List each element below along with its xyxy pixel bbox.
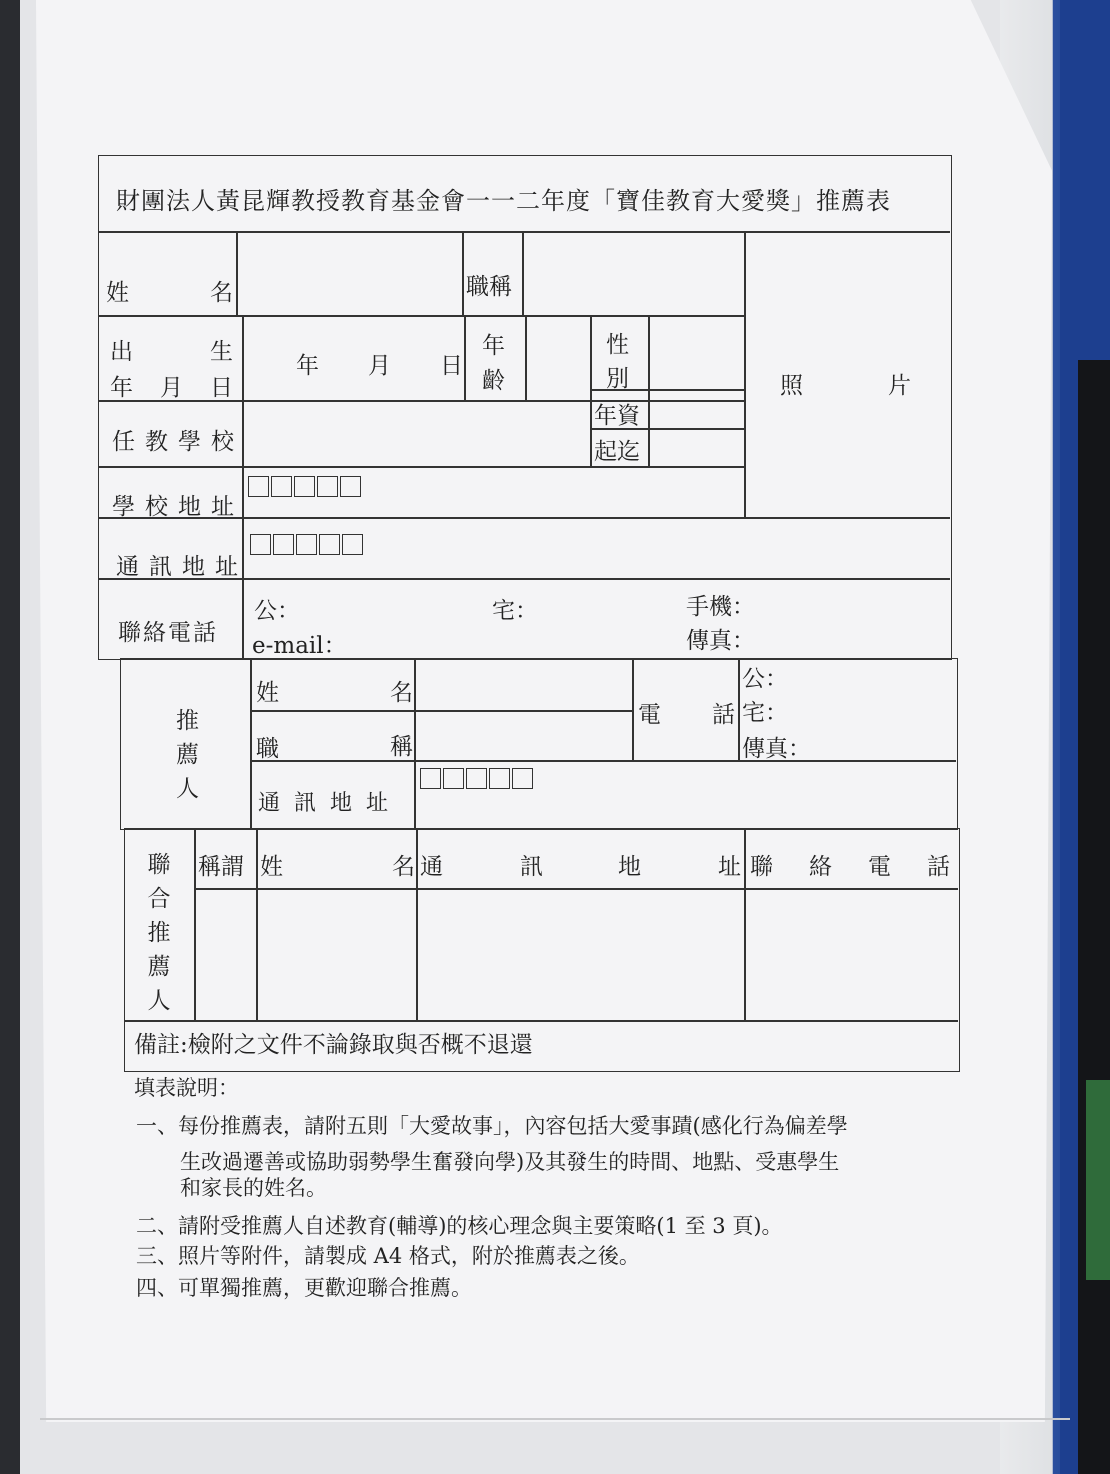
phone-mobile-label: 手機：: [686, 594, 755, 620]
birth-day-unit: 日: [440, 353, 463, 379]
joint-heading-5: 人: [147, 988, 171, 1014]
recommender-phone-label-2: 話: [712, 702, 735, 728]
postal-box[interactable]: [512, 768, 533, 789]
instruction-item: 三、照片等附件，請製成 A4 格式，附於推薦表之後。: [136, 1244, 640, 1268]
birth-year-unit: 年: [296, 353, 319, 379]
joint-address-cell[interactable]: [418, 890, 742, 1018]
rule: [464, 315, 466, 400]
instruction-item: 四、可單獨推薦，更歡迎聯合推薦。: [136, 1276, 472, 1300]
nominee-name-field[interactable]: [238, 236, 460, 312]
school-field[interactable]: [244, 403, 588, 465]
phone-office-label: 公：: [254, 598, 300, 624]
form-title: 財團法人黃昆輝教授教育基金會一一二年度「寶佳教育大愛獎」推薦表: [116, 187, 891, 215]
postal-box[interactable]: [319, 534, 340, 555]
recommender-phone-label-1: 電: [638, 702, 661, 728]
joint-col-name-2: 名: [392, 854, 415, 880]
mail-address-label: 通訊地址: [116, 554, 248, 580]
fax-label: 傳真：: [686, 628, 755, 654]
instruction-item: 和家長的姓名。: [180, 1176, 327, 1200]
rule: [98, 466, 744, 468]
postal-box[interactable]: [489, 768, 510, 789]
gender-label-1: 性: [606, 332, 629, 358]
recommender-title-field[interactable]: [416, 713, 630, 758]
nominee-title-label: 職稱: [466, 274, 512, 300]
postal-box[interactable]: [271, 476, 292, 497]
postal-box[interactable]: [294, 476, 315, 497]
age-field[interactable]: [527, 318, 589, 398]
instruction-item: 一、每份推薦表，請附五則「大愛故事」，內容包括大愛事蹟(感化行為偏差學: [136, 1114, 848, 1138]
joint-col-title: 稱謂: [198, 854, 244, 880]
recommender-title-label-1: 職: [256, 736, 279, 762]
postal-box[interactable]: [250, 534, 271, 555]
joint-heading-2: 合: [147, 886, 171, 912]
age-label-1: 年: [482, 333, 505, 359]
background-shadow: [1078, 360, 1110, 1474]
postal-box[interactable]: [248, 476, 269, 497]
joint-col-addr-2: 訊: [520, 854, 543, 880]
phone-label: 聯絡電話: [118, 620, 218, 646]
age-label-2: 齡: [482, 368, 505, 394]
recommender-name-field[interactable]: [416, 661, 630, 708]
school-label: 任教學校: [112, 429, 244, 455]
joint-col-addr-3: 地: [618, 854, 641, 880]
recommender-heading-1: 推: [176, 708, 199, 734]
birth-label-5: 日: [210, 375, 233, 401]
recommender-name-label-1: 姓: [256, 680, 279, 706]
joint-phone-cell[interactable]: [746, 890, 956, 1018]
email-label: e-mail：: [252, 633, 347, 659]
paper-edge: [40, 1418, 1070, 1420]
photo-area[interactable]: [746, 233, 948, 515]
instruction-item: 生改過遷善或協助弱勢學生奮發向學)及其發生的時間、地點、受惠學生: [180, 1150, 840, 1174]
postal-box[interactable]: [466, 768, 487, 789]
joint-title-cell[interactable]: [196, 890, 254, 1018]
school-address-label: 學校地址: [112, 494, 244, 520]
rule: [590, 315, 592, 466]
joint-heading-1: 聯: [147, 852, 171, 878]
rule: [738, 658, 740, 760]
rule: [124, 1020, 958, 1022]
birth-label-4: 月: [160, 375, 183, 401]
recommender-phone-office: 公：: [742, 666, 788, 692]
postal-box[interactable]: [340, 476, 361, 497]
postal-box[interactable]: [443, 768, 464, 789]
seniority-field[interactable]: [650, 391, 742, 427]
gender-label-2: 別: [606, 366, 629, 392]
period-field[interactable]: [650, 430, 742, 465]
instruction-item: 二、請附受推薦人自述教育(輔導)的核心理念與主要策略(1 至 3 頁)。: [136, 1214, 783, 1238]
birth-date-field[interactable]: [244, 318, 462, 398]
birth-month-unit: 月: [368, 353, 391, 379]
postal-box[interactable]: [420, 768, 441, 789]
mail-postal-code[interactable]: [250, 534, 365, 555]
seniority-label: 年資: [594, 403, 640, 429]
nominee-name-label-2: 名: [210, 280, 233, 306]
phone-home-label: 宅：: [492, 598, 538, 624]
joint-name-cell[interactable]: [258, 890, 414, 1018]
rule: [632, 658, 634, 760]
postal-box[interactable]: [296, 534, 317, 555]
postal-box[interactable]: [342, 534, 363, 555]
remark: 備註:檢附之文件不論錄取與否概不退還: [134, 1032, 533, 1058]
joint-heading-4: 薦: [147, 954, 171, 980]
postal-box[interactable]: [317, 476, 338, 497]
recommender-address-label: 通訊地址: [258, 791, 403, 816]
joint-col-addr-1: 通: [420, 854, 443, 880]
joint-heading-3: 推: [147, 920, 171, 946]
nominee-title-field[interactable]: [524, 236, 742, 312]
rule: [250, 658, 252, 828]
recommender-phone-home: 宅：: [742, 700, 788, 726]
rule: [250, 710, 632, 712]
recommender-heading-3: 人: [176, 776, 199, 802]
birth-label-2: 生: [210, 339, 233, 365]
joint-col-addr-4: 址: [718, 854, 741, 880]
joint-col-phone: 聯絡電話: [750, 854, 986, 880]
rule: [250, 760, 956, 762]
recommender-name-label-2: 名: [390, 680, 413, 706]
school-postal-code[interactable]: [248, 476, 363, 497]
recommender-fax: 傳真：: [742, 736, 811, 762]
photo-label-1: 照: [780, 373, 803, 399]
instructions-heading: 填表說明：: [134, 1076, 239, 1100]
postal-box[interactable]: [273, 534, 294, 555]
rule: [462, 231, 464, 315]
gender-field[interactable]: [650, 318, 742, 388]
recommender-postal-code[interactable]: [420, 768, 535, 789]
birth-label-3: 年: [110, 375, 133, 401]
recommender-heading-2: 薦: [176, 742, 199, 768]
birth-label-1: 出: [110, 339, 133, 365]
joint-col-name-1: 姓: [260, 854, 283, 880]
photo-label-2: 片: [888, 373, 911, 399]
background-object: [1086, 1080, 1110, 1280]
recommender-title-label-2: 稱: [390, 734, 413, 760]
nominee-name-label-1: 姓: [106, 280, 129, 306]
period-label: 起迄: [594, 439, 640, 465]
